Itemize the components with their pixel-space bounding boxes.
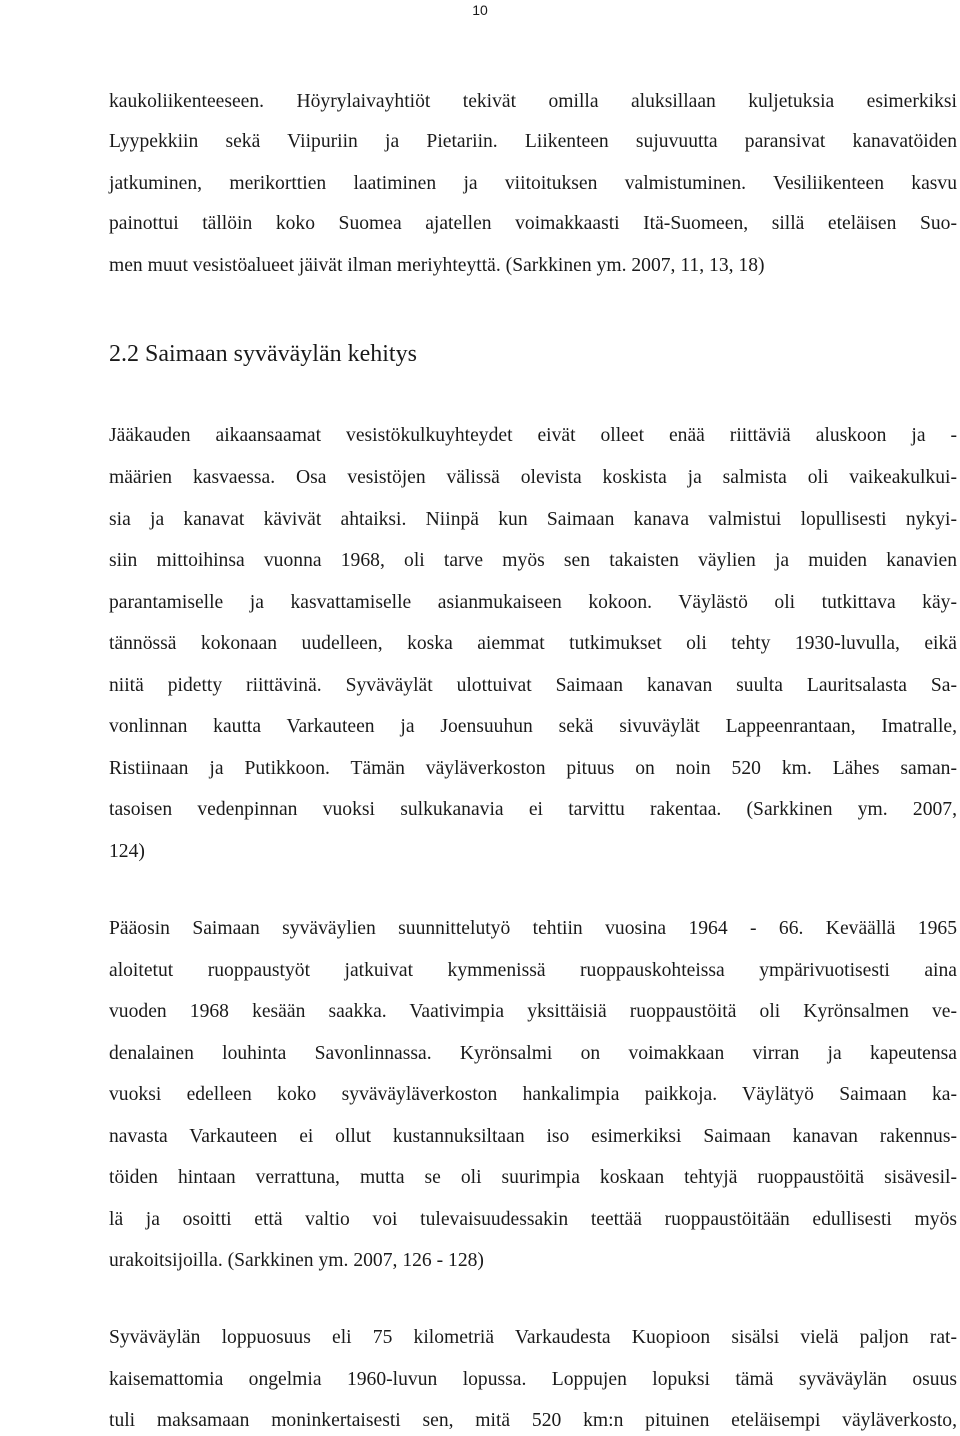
paragraph-3-line: vuoksi edelleen koko syväväyläverkoston hankalimpia paikkoja. Väylätyö Saimaan ka- — [109, 1084, 957, 1105]
paragraph-1-line: painottui tällöin koko Suomea ajatellen voimakkaasti Itä-Suomeen, sillä eteläisen Suo- — [109, 213, 957, 234]
paragraph-2-line: Ristiinaan ja Putikkoon. Tämän väyläverkoston pituus on noin 520 km. Lähes saman- — [109, 758, 957, 779]
paragraph-3-line: Pääosin Saimaan syväväylien suunnittelutyö tehtiin vuosina 1964 - 66. Keväällä 1965 — [109, 918, 957, 939]
paragraph-2-line: sia ja kanavat kävivät ahtaiksi. Niinpä kun Saimaan kanava valmistui lopullisesti nykyi- — [109, 509, 957, 530]
paragraph-2-line: vonlinnan kautta Varkauteen ja Joensuuhun sekä sivuväylät Lappeenrantaan, Imatralle, — [109, 716, 957, 737]
paragraph-3-line: denalainen louhinta Savonlinnassa. Kyrönsalmi on voimakkaan virran ja kapeutensa — [109, 1043, 957, 1064]
paragraph-2-line: tännössä kokonaan uudelleen, koska aiemmat tutkimukset oli tehty 1930-luvulla, eikä — [109, 633, 957, 654]
paragraph-2-line: määrien kasvaessa. Osa vesistöjen välissä olevista koskista ja salmista oli vaikeakulkui- — [109, 467, 957, 488]
paragraph-3-line: töiden hintaan verrattuna, mutta se oli suurimpia koskaan tehtyjä ruoppaustöitä sisävesil- — [109, 1167, 957, 1188]
paragraph-2-line: niitä pidetty riittävinä. Syväväylät ulottuivat Saimaan kanavan suulta Lauritsalasta Sa- — [109, 675, 957, 696]
paragraph-2-line: tasoisen vedenpinnan vuoksi sulkukanavia ei tarvittu rakentaa. (Sarkkinen ym. 2007, — [109, 799, 957, 820]
section-heading: 2.2 Saimaan syväväylän kehitys — [109, 341, 417, 367]
paragraph-4-line: tuli maksamaan moninkertaisesti sen, mitä 520 km:n pituinen eteläisempi väyläverkosto, — [109, 1410, 957, 1431]
paragraph-4-line: kaisemattomia ongelmia 1960-luvun lopussa. Loppujen lopuksi tämä syväväylän osuus — [109, 1369, 957, 1390]
paragraph-2-line: 124) — [109, 841, 145, 862]
page-number: 10 — [472, 2, 488, 18]
paragraph-1-line: kaukoliikenteeseen. Höyrylaivayhtiöt tekivät omilla aluksillaan kuljetuksia esimerkiksi — [109, 91, 957, 112]
paragraph-2-line: Jääkauden aikaansaamat vesistökulkuyhteydet eivät olleet enää riittäviä aluskoon ja - — [109, 425, 957, 446]
paragraph-3-line: aloitetut ruoppaustyöt jatkuivat kymmenissä ruoppauskohteissa ympärivuotisesti aina — [109, 960, 957, 981]
paragraph-2-line: parantamiselle ja kasvattamiselle asianmukaiseen kokoon. Väylästö oli tutkittava käy- — [109, 592, 957, 613]
paragraph-3-line: vuoden 1968 kesään saakka. Vaativimpia yksittäisiä ruoppaustöitä oli Kyrönsalmen ve- — [109, 1001, 957, 1022]
paragraph-3-line: lä ja osoitti että valtio voi tulevaisuudessakin teettää ruoppaustöitään edullisesti myös — [109, 1209, 957, 1230]
paragraph-1-line: men muut vesistöalueet jäivät ilman meriyhteyttä. (Sarkkinen ym. 2007, 11, 13, 18) — [109, 255, 765, 276]
paragraph-2-line: siin mittoihinsa vuonna 1968, oli tarve myös sen takaisten väylien ja muiden kanavien — [109, 550, 957, 571]
paragraph-3-line: urakoitsijoilla. (Sarkkinen ym. 2007, 126 - 128) — [109, 1250, 484, 1271]
paragraph-1-line: jatkuminen, merikorttien laatiminen ja viitoituksen valmistuminen. Vesiliikenteen kasvu — [109, 173, 957, 194]
paragraph-3-line: navasta Varkauteen ei ollut kustannuksiltaan iso esimerkiksi Saimaan kanavan rakennus- — [109, 1126, 957, 1147]
paragraph-4-line: Syväväylän loppuosuus eli 75 kilometriä Varkaudesta Kuopioon sisälsi vielä paljon rat- — [109, 1327, 957, 1348]
paragraph-1-line: Lyypekkiin sekä Viipuriin ja Pietariin. Liikenteen sujuvuutta paransivat kanavatöiden — [109, 131, 957, 152]
